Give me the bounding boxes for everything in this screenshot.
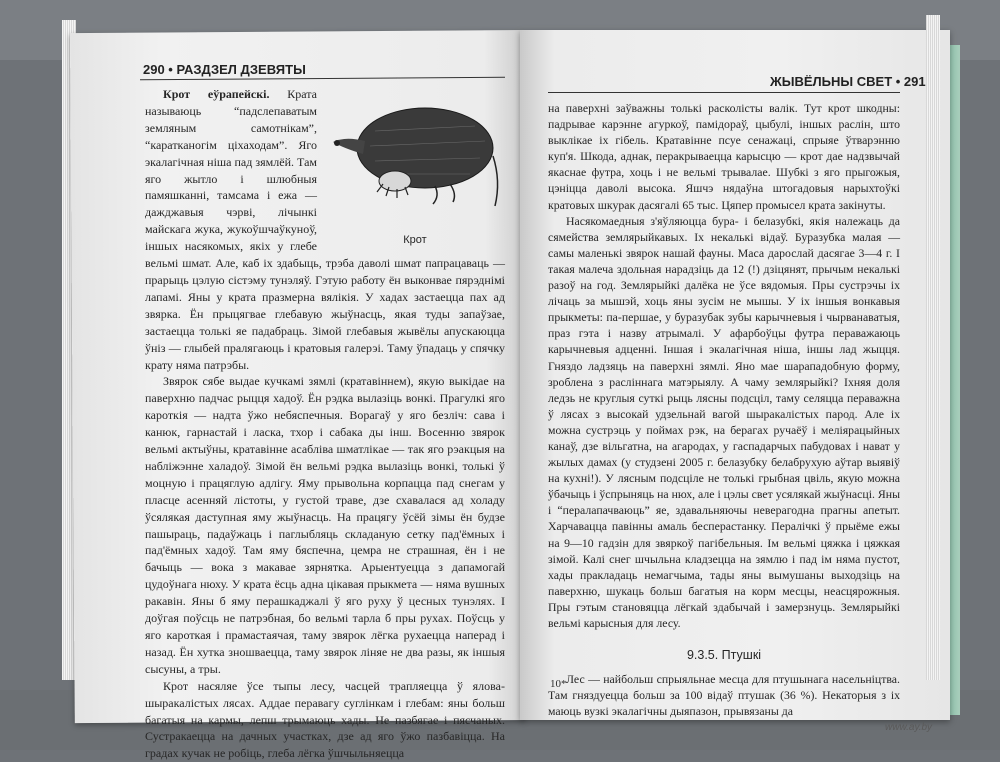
watermark: www.ay.by [885,722,933,733]
mole-illustration [325,86,505,226]
left-paragraph [145,373,505,677]
paragraph-text: на паверхні заўважны толькі расколісты валік. Тут крот шкодны: падрывае карэнне агуркоў, памідораў, цыбулі, іншых раслін, што выклікае іх гібель. Кратавінне псуе сенажаці, спрыяе ўтварэнню куп'я. Шкода, аднак, перакрываецца карысцю — крот дае надзвычай якаснае футра, хоць і не вельмі трывалае. Шубкі з яго прыгожыя, цэніцца даволі высока. Яшчэ нядаўна штогадовыя нарыхтоўкі кратовых шкурак дасягалі 65 тыс. Цяпер промысел крата закінуты. [548,101,900,212]
right-paragraph [548,671,900,719]
left-text-column [145,86,505,762]
figure-caption: Крот [403,234,427,246]
right-paragraph [548,100,900,213]
paragraph-text: Лес — найбольш спрыяльнае месца для птушынага насельніцтва. Там гняздуецца больш за 100 відаў птушак (36 %). Некаторыя з іх маюць вузкі экалагічны дыяпазон, прывязаны да [548,672,900,719]
paragraph-text: Звярок сябе выдае кучкамі зямлі (кратавіннем), якую выкідае на паверхню падчас рыцця хадоў. Ён рэдка вылазіць вонкі. Прагулкі яго кароткія — надта ўжо небяспечныя. Ворагаў у яго безліч: сава і канюк, гарнастай і ласка, тхор і сабака ды інш. Восенню звярок вельмі актыўны, кратавінне асабліва шматлікае — так яго рэакцыя на набліжэнне халадоў. Зімой ён вельмі рэдка вылазіць вонкі, толькі ў моцную і працяглую адлігу. Яму прывольна корпацца пад снегам у пласце асенняй лістоты, у густой траве, дзе схавалася ад холаду ўсялякая даступная яму жыўнасць. На працягу ўсёй зімы ён будзе пашыраць, падаўжаць і паглыбляць складаную сетку пад'ёмных і пад'ёмных хадоў. Там яму бяспечна, цемра не страшная, ён і не бачыць — вока з макавае зярнятка. Арыентуецца з дапамогай цудоўнага нюху. У крата ёсць адна цікавая прыкмета — няма вушных ракавін. Яны б яму перашкаджалі ў яго руху ў цесных тунэлях. І доўгая поўсць не патрэбная, бо вельмі тарла б пры рухах. Поўсць у яго кароткая і прамастаячая, таму звярок лёгка рухаецца наперад і назад. Ён хутка зношваецца, таму звярок ліняе не два разы, як іншыя сысуны, а тры. [145,374,505,676]
section-title: 9.3.5. Птушкі [686,648,762,663]
mole-figure [325,86,505,246]
right-page-header: ЖЫВЁЛЬНЫ СВЕТ • 291 [770,74,926,89]
paragraph-text: Насякомаедныя з'яўляюцца бура- і белазубкі, якія належаць да сямейства землярыйкавых. Іх некалькі відаў. Буразубка малая — самы маленькі звярок нашай фауны. Маса дарослай дасягае 3—4 г. І такая малеча здольная нарадзіць да 12 (!) дзіцянят, прычым некалькі разоў на год. Землярыйкі далёка не ўсе вядомыя. Пры сустрэчы іх лічаць за мышэй, хоць яны зусім не мышы. У іх іншыя вонкавыя прыкметы: па-першае, у буразубак зубы карычневыя і чырванаватыя, праз гэта і назву атрымалі. У афарбоўцы футра пераважаюць карычневыя адценні. Іншая і экалагічная ніша, іншы лад жыцця. Гняздо ладзяць на паверхні зямлі. Яно мае шарападобную форму, зроблена з расліннага матэрыялу. А чаму землярыйкі? Іхняя доля ледзь не круглыя суткі рыць лясны подсціл, таму селяцца пераважна ў лясах з высокай удзельнай вагой шыракалістых парод. Але іх можна сустрэць у поймах рэк, на берагах ручаёў і меліярацыйных канаў, дзе вільгатна, на агародах, у гаспадарчых пабудовах і нават у жылых дамах (у студзені 2005 г. белазубку белабрухую аўтар выявіў на кухні!). У лясным подсціле не толькі грыбная цвіль, якую можна ўбачыць і ўспрыняць на нюх, але і цэлы свет усялякай жыўнасці. Яны і “пералапачваюць” яе, здавальняючы неверагодна прагны апетыт. Харчавацца павінны амаль бесперастанку. Пералічкі ў прыёме ежы на 9—10 гадзін для звяркоў пагібельныя. Ім вельмі цяжка і цяжкая зімой. Калі снег шчыльна кладзецца на зямлю і пад ім няма пустот, хады пракладаць немагчыма, тады яны вымушаны выходзіць на паверхню, шукаць больш багатыя на корм месцы, неасцярожныя. Пры гэтым становяцца лёгкай здабычай і замерзнуць. Землярыйкі вельмі карысныя для лесу. [548,213,900,630]
paragraph-text: Крот насяляе ўсе тыпы лесу, часцей трапляецца ў ялова-шыракалістых лясах. Аддае перавагу суглінкам і глебам: яны больш багатыя на кармы, лепш трымаюць хады. Не пазбягае і пясчаных. Сустракаецца на дачных участках, дзе ад яго ўжо пазбавіцца. На градах кучак не робіць, глеба лёгка ўшчыльняецца [145,678,505,761]
signature-mark: 10* [550,678,567,690]
right-paragraph [548,213,900,631]
page-stack-right [926,15,940,680]
right-text-column [548,100,900,719]
paragraph-lead: Крот еўрапейскі. [163,87,270,101]
left-paragraph [145,678,505,762]
right-header-rule [548,92,900,93]
paragraph-text: Крата называюць “падслепаватым земляным самотнікам”, “каратканогім ціхаходам”. Яго экалагічная ніша пад зямлёй. Там яго жытло і шлюбныя памяшканні, тамсама і ежа — дажджавыя чэрві, лічынкі майскага жука, жукоўшчаўкуноў, іншых насякомых, якіх у глебе вельмі шмат. Але, каб іх здабыць, трэба даволі шмат папрацаваць — прарыць цэлую сістэму тунэляў. Гэтую работу ён выконвае пярэднімі лапамі. Яны у крата празмерна вялікія. У хадах застаецца пах ад звярка. Ён прыцягвае глебавую жыўнасць, якая туды запаўзае, застаецца толькі яе падабраць. Зімой глебавыя жывёлы апускаюцца ўніз — глыбей пралягаюць і кратовыя галерэі. Таму ўпадаць у спячку крату няма патрэбы. [145,87,505,372]
left-page-header: 290 • РАЗДЗЕЛ ДЗЕВЯТЫ [143,62,306,77]
